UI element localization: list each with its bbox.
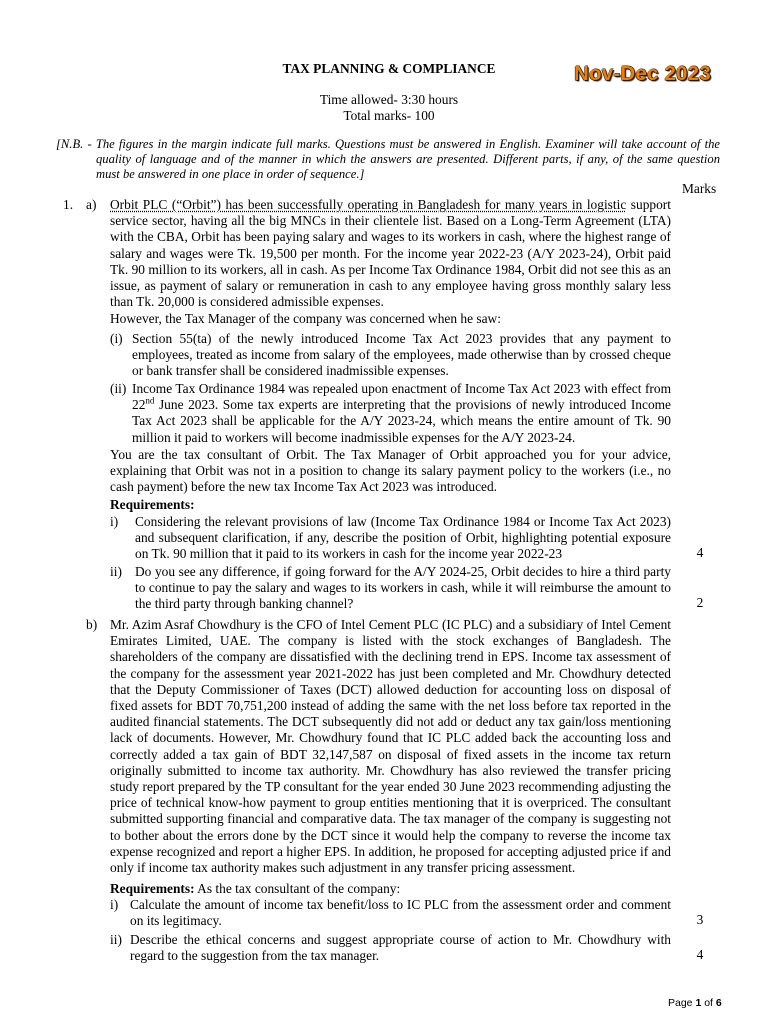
requirement-numeral: ii) bbox=[110, 564, 122, 579]
part-a-intro bbox=[110, 197, 671, 310]
requirement-text: Describe the ethical concerns and suggest appropriate course of action to Mr. Chowdhury with regard to the suggestion from the tax manager. bbox=[130, 932, 671, 964]
part-a-intro-first-line: Orbit PLC (“Orbit”) has been successfully operating in Bangladesh for many years in logistic bbox=[110, 197, 627, 212]
part-b-requirements bbox=[110, 881, 671, 897]
requirement-numeral: i) bbox=[110, 897, 119, 912]
part-a-point-1 bbox=[110, 331, 671, 380]
requirement-numeral: ii) bbox=[110, 932, 122, 947]
part-b-label: b) bbox=[86, 617, 98, 632]
part-a-requirements-heading: Requirements: bbox=[110, 497, 195, 512]
total-marks: Total marks- 100 bbox=[343, 108, 435, 123]
point-text-part: Income Tax Ordinance 1984 was repealed upon enactment of Income Tax Act 2023 with effect from 22 bbox=[132, 381, 671, 413]
page-label: Page bbox=[668, 997, 696, 1009]
part-a-intro-rest: support service sector, having all the big MNCs in their clientele list. Based on a Long-Term Agreement (LTA) with the CBA, Orbit has been paying salary and wages to its workers in cash, where the highest range of salary and wages were Tk. 19,500 per month. For the income year 2022-23 (A/Y 2023-24), Orbit paid Tk. 90 million to its workers, all in cash. As per Income Tax Ordinance 1984, Orbit did not see this as an issue, as payment of salary or remuneration in cash to any employee having gross monthly salary less than Tk. 20,000 is considered admissible expenses. bbox=[110, 197, 671, 310]
point-numeral: (i) bbox=[110, 331, 123, 346]
requirement-text: Calculate the amount of income tax benefit/loss to IC PLC from the assessment order and comment on its legitimacy. bbox=[130, 897, 671, 929]
part-a-concern: However, the Tax Manager of the company was concerned when he saw: bbox=[110, 311, 501, 326]
exam-title: TAX PLANNING & COMPLIANCE bbox=[282, 61, 496, 76]
part-a-requirement-2 bbox=[110, 564, 671, 613]
part-b-requirement-2 bbox=[110, 932, 671, 964]
marks-value: 3 bbox=[696, 912, 704, 927]
page-of-label: of bbox=[701, 997, 716, 1009]
point-text bbox=[132, 381, 671, 446]
session-stamp: Nov-Dec 2023 bbox=[574, 62, 711, 85]
part-b-requirements-heading: Requirements: bbox=[110, 881, 195, 896]
page-number: 1 bbox=[695, 997, 702, 1009]
question-number: 1. bbox=[63, 197, 74, 212]
marks-value: 4 bbox=[696, 545, 704, 560]
part-a-requirement-1 bbox=[110, 514, 671, 563]
part-a-consultant: You are the tax consultant of Orbit. The Tax Manager of Orbit approached you for your advice, explaining that Orbit was not in a position to change its salary payment policy to the workers (i.e., no cash payment) before the new tax Income Tax Act 2023 was introduced. bbox=[110, 447, 671, 495]
ordinal-suffix: nd bbox=[145, 395, 155, 406]
part-b-text: Mr. Azim Asraf Chowdhury is the CFO of Intel Cement PLC (IC PLC) and a subsidiary of Intel Cement Emirates Limited, UAE. The company is listed with the stock exchanges of Bangladesh. The shareholders of the company are dissatisfied with the declining trend in EPS. Income tax assessment of the company for the assessment year 2021-2022 has just been completed and Mr. Chowdhury detected that the Deputy Commissioner of Taxes (DCT) allowed deduction for accounting loss on disposal of fixed assets for BDT 70,751,200 instead of adding the same with the net loss before tax reported in the audited financial statements. The DCT subsequently did not add or deduct any tax gain/loss mentioning lack of documents. However, Mr. Chowdhury found that IC PLC added back the accounting loss and correctly added a tax gain of BDT 32,147,587 on disposal of fixed assets in the income tax return originally submitted to income tax authority. Mr. Chowdhury has also reviewed the transfer pricing study report prepared by the TP consultant for the year ended 30 June 2023 recommending adjusting the price of technical know-how payment to group entities mentioning that it is overpriced. The consultant submitted supporting financial and comparative data. The tax manager of the company is suggesting not to bother about the errors done by the DCT since it would help the company to reverse the income tax expense recognized and report a higher EPS. In addition, he proposed for accepting adjusted price if and only if income tax authority makes such adjustment in any transfer pricing assessment. bbox=[110, 617, 671, 876]
nb-instructions: [N.B. - The figures in the margin indicate full marks. Questions must be answered in English. Examiner will take account of the quality of language and of the manner in which the answers are presented. Different parts, if any, of the same question must be answered in one place in order of sequence.] bbox=[56, 137, 720, 181]
requirement-text: Do you see any difference, if going forward for the A/Y 2024-25, Orbit decides to hire a third party to continue to pay the salary and wages to its workers in cash, while it will reimburse the amount to the third party through banking channel? bbox=[135, 564, 671, 612]
point-text-part: June 2023. Some tax experts are interpreting that the provisions of newly introduced Income Tax Act 2023 shall be applicable for the A/Y 2023-24, which means the entire amount of Tk. 90 million it paid to workers will become inadmissible expenses for the A/Y 2023-24. bbox=[132, 397, 671, 445]
part-b-requirements-intro: As the tax consultant of the company: bbox=[194, 881, 401, 896]
part-b-requirement-1 bbox=[110, 897, 671, 929]
point-text: Section 55(ta) of the newly introduced Income Tax Act 2023 provides that any payment to employees, treated as income from salary of the employees, made otherwise than by crossed cheque or bank transfer shall be considered inadmissible expenses. bbox=[132, 331, 671, 379]
marks-value: 4 bbox=[696, 947, 704, 962]
marks-value: 2 bbox=[696, 595, 704, 610]
page-footer bbox=[668, 995, 722, 1011]
part-a-point-2 bbox=[110, 381, 671, 446]
part-a-label: a) bbox=[86, 197, 97, 212]
requirement-text: Considering the relevant provisions of law (Income Tax Ordinance 1984 or Income Tax Act 2023) and subsequent clarification, if any, describe the position of Orbit, highlighting potential exposure on Tk. 90 million that it paid to its workers in cash for the income year 2022-23 bbox=[135, 514, 671, 562]
point-numeral: (ii) bbox=[110, 381, 127, 396]
page-total: 6 bbox=[715, 997, 722, 1009]
requirement-numeral: i) bbox=[110, 514, 119, 529]
time-allowed: Time allowed- 3:30 hours bbox=[319, 92, 459, 107]
marks-column-heading: Marks bbox=[682, 181, 717, 196]
